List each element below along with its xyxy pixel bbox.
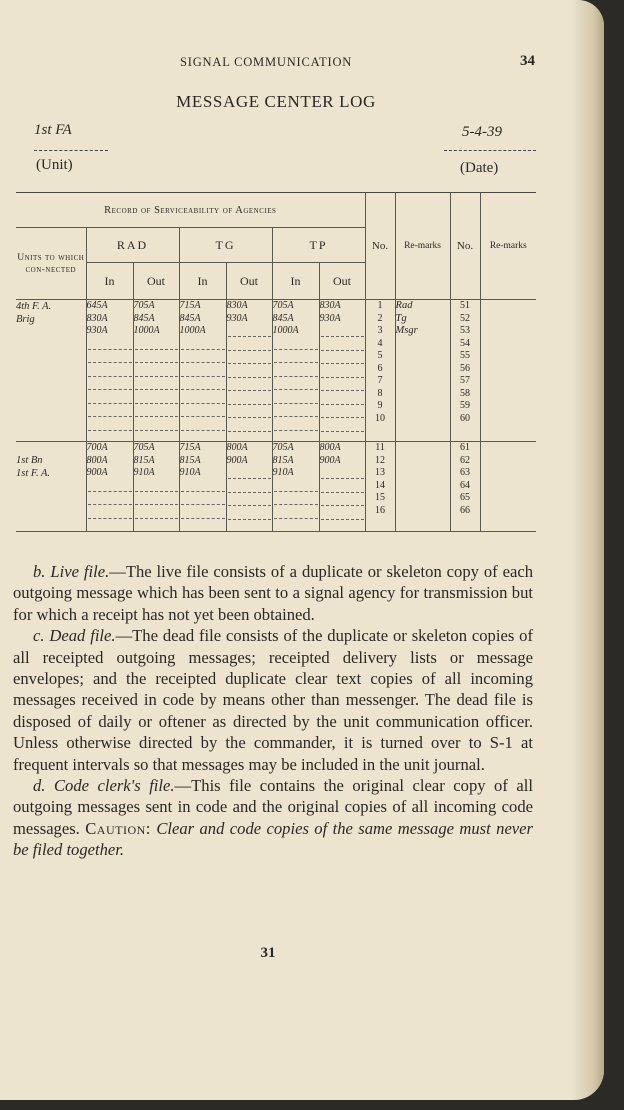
time-entry: 845A [179, 312, 201, 324]
blank-entry-line [135, 365, 178, 377]
running-head [0, 55, 604, 73]
number-entry: 57 [460, 375, 471, 386]
number-cell-a [365, 442, 395, 532]
time-cell-tp-in [272, 442, 319, 532]
sub-header-tp-in: In [272, 263, 319, 300]
time-cell-rad-out [133, 442, 179, 532]
blank-entry-line [274, 480, 318, 492]
blank-entry-line [228, 393, 271, 405]
time-entry: 830A [226, 300, 248, 311]
group-header-tg: TG [179, 228, 272, 263]
blank-entry-line [274, 507, 318, 519]
time-entry: 900A [86, 467, 108, 478]
blank-entry-line [135, 338, 178, 350]
blank-entry-line [228, 366, 271, 378]
units-header: Units to which con-nected [16, 228, 86, 300]
number-entry: 64 [460, 479, 471, 491]
remark-entry: Msgr [395, 325, 418, 336]
number-entry: 15 [375, 492, 386, 503]
blank-entry-line [88, 392, 132, 404]
blank-entry-line [321, 467, 364, 479]
number-entry: 13 [375, 467, 386, 478]
sub-header-tg-out: Out [226, 263, 272, 300]
number-entry: 51 [460, 300, 471, 311]
time-cell-tg-out [226, 300, 272, 442]
time-entry: 715A [179, 442, 201, 453]
blank-entry-line [181, 392, 225, 404]
number-entry: 58 [460, 387, 471, 399]
blank-entry-line [274, 338, 318, 350]
time-entry: 1000A [272, 325, 299, 336]
unit-line-text: Brig [16, 314, 35, 325]
time-entry: 815A [133, 454, 155, 466]
record-header: Record of Serviceability of Agencies [16, 193, 365, 228]
group-header-rad: RAD [86, 228, 179, 263]
paragraph-label: c. Dead file. [33, 626, 116, 646]
time-entry: 1000A [179, 325, 206, 336]
number-entry: 62 [460, 454, 471, 466]
sub-header-rad-in: In [86, 263, 133, 300]
number-entry: 11 [375, 442, 385, 453]
log-title: MESSAGE CENTER LOG [176, 92, 376, 111]
blank-entry-line [88, 338, 132, 350]
unit-cell [16, 300, 86, 442]
number-cell-b [450, 442, 480, 532]
blank-entry-line [228, 325, 271, 337]
unit-line-text: 1st Bn [16, 455, 43, 466]
paragraph-live-file [13, 561, 533, 625]
blank-entry-line [228, 339, 271, 351]
number-entry: 10 [375, 412, 386, 424]
blank-entry-line [321, 481, 364, 493]
blank-entry-line [274, 365, 318, 377]
blank-entry-line [135, 419, 178, 431]
blank-entry-line [228, 379, 271, 391]
time-entry: 830A [319, 300, 341, 311]
blank-entry-line [135, 392, 178, 404]
time-entry: 845A [272, 312, 294, 324]
number-entry: 7 [377, 375, 383, 386]
unit-cell [16, 442, 86, 532]
time-cell-rad-in [86, 300, 133, 442]
time-entry: 930A [226, 312, 248, 324]
time-entry: 930A [86, 325, 108, 336]
blank-entry-line [135, 507, 178, 519]
number-entry: 63 [460, 467, 471, 478]
time-cell-rad-in [86, 442, 133, 532]
date-caption: (Date) [460, 160, 499, 176]
blank-entry-line [88, 480, 132, 492]
number-entry: 54 [460, 337, 471, 349]
blank-entry-line [321, 366, 364, 378]
blank-entry-line [135, 493, 178, 505]
number-cell-b [450, 300, 480, 442]
remarks-cell-b [480, 442, 536, 532]
blank-entry-line [135, 405, 178, 417]
number-entry: 1 [377, 300, 383, 311]
time-entry: 1000A [133, 325, 160, 336]
number-entry: 52 [460, 312, 471, 324]
blank-entry-line [274, 378, 318, 390]
blank-entry-line [88, 507, 132, 519]
blank-entry-line [88, 419, 132, 431]
sub-header-tp-out: Out [319, 263, 365, 300]
blank-entry-line [181, 338, 225, 350]
remarks-header-b: Re-marks [480, 193, 536, 300]
number-entry: 4 [377, 337, 383, 349]
number-entry: 2 [377, 312, 383, 324]
time-entry: 800A [319, 442, 341, 453]
blank-entry-line [88, 365, 132, 377]
blank-entry-line [181, 351, 225, 363]
folio-page-number: 31 [260, 945, 276, 961]
blank-entry-line [228, 420, 271, 432]
time-cell-tg-in [179, 442, 226, 532]
number-entry: 55 [460, 350, 471, 361]
paragraph-text: —The dead file consists of the duplicate or skeleton copies of all receipted outgoing messages; receipted delivery lists or message envelopes; and the receipted duplicate clear text copies of all incoming messages received in code by means other than messenger. The dead file is disposed of daily or oftener as directed by the unit communication officer. Unless otherwise directed by the commander, it is turned over to S-1 at frequent intervals so that messages may be included in the unit journal. [13, 626, 533, 774]
time-entry: 815A [272, 454, 294, 466]
paragraph-label: d. Code clerk's file. [33, 776, 175, 796]
remarks-cell-a [395, 300, 450, 442]
number-entry: 8 [377, 387, 383, 399]
blank-entry-line [88, 378, 132, 390]
blank-entry-line [274, 392, 318, 404]
number-entry: 56 [460, 362, 471, 374]
unit-value: 1st FA [34, 122, 72, 138]
blank-entry-line [321, 508, 364, 520]
time-cell-tp-out [319, 300, 365, 442]
paragraph-dead-file [13, 625, 533, 775]
blank-entry-line [228, 406, 271, 418]
blank-entry-line [88, 493, 132, 505]
caution-label: Caution: [85, 818, 151, 838]
time-entry: 705A [272, 442, 294, 453]
blank-entry-line [88, 351, 132, 363]
time-entry: 930A [319, 312, 341, 324]
remarks-header-a: Re-marks [395, 193, 450, 300]
blank-entry-line [228, 467, 271, 479]
number-entry: 60 [460, 412, 471, 424]
time-entry: 845A [133, 312, 155, 324]
blank-entry-line [228, 508, 271, 520]
number-entry: 9 [377, 400, 383, 411]
number-entry: 61 [460, 442, 471, 453]
time-cell-rad-out [133, 300, 179, 442]
paragraph-code-clerk-file [13, 775, 533, 861]
group-header-tp: TP [272, 228, 365, 263]
number-entry: 53 [460, 325, 471, 336]
blank-entry-line [88, 405, 132, 417]
remark-entry: Tg [395, 312, 407, 324]
date-value: 5-4-39 [462, 124, 502, 140]
blank-entry-line [321, 339, 364, 351]
time-cell-tg-out [226, 442, 272, 532]
time-entry: 705A [272, 300, 294, 311]
blank-entry-line [181, 480, 225, 492]
blank-entry-line [274, 405, 318, 417]
time-entry: 700A [86, 442, 108, 453]
time-entry: 715A [179, 300, 201, 311]
paragraph-text: —This file contains the original clear copy of all outgoing messages sent in code and the original copies of all incoming code messages. [13, 776, 533, 838]
sub-header-tg-in: In [179, 263, 226, 300]
blank-entry-line [181, 365, 225, 377]
no-header-a: No. [365, 193, 395, 300]
number-entry: 6 [377, 362, 383, 374]
date-line [444, 150, 536, 151]
blank-entry-line [181, 378, 225, 390]
remarks-cell-a [395, 442, 450, 532]
number-entry: 66 [460, 504, 471, 516]
remark-entry: Rad [395, 300, 413, 311]
time-entry: 815A [179, 454, 201, 466]
blank-entry-line [228, 481, 271, 493]
time-entry: 705A [133, 300, 155, 311]
body-text [13, 561, 533, 861]
time-entry: 800A [226, 442, 248, 453]
caution-text: Clear and code copies of the same message must never be filed together. [13, 818, 533, 860]
unit-line-text: 4th F. A. [16, 301, 52, 312]
blank-entry-line [274, 493, 318, 505]
remarks-cell-b [480, 300, 536, 442]
unit-caption: (Unit) [36, 157, 73, 173]
sub-header-rad-out: Out [133, 263, 179, 300]
blank-entry-line [181, 405, 225, 417]
blank-entry-line [321, 393, 364, 405]
blank-entry-line [181, 419, 225, 431]
number-entry: 14 [375, 479, 386, 491]
blank-entry-line [321, 352, 364, 364]
time-entry: 900A [226, 454, 248, 466]
blank-entry-line [274, 351, 318, 363]
blank-entry-line [135, 480, 178, 492]
time-entry: 705A [133, 442, 155, 453]
running-head-page-number: 34 [520, 53, 535, 69]
blank-entry-line [135, 351, 178, 363]
blank-entry-line [321, 379, 364, 391]
blank-entry-line [321, 420, 364, 432]
blank-entry-line [321, 494, 364, 506]
time-cell-tp-in [272, 300, 319, 442]
blank-entry-line [321, 406, 364, 418]
no-header-b: No. [450, 193, 480, 300]
unit-line [34, 150, 108, 151]
number-cell-a [365, 300, 395, 442]
time-entry: 910A [179, 467, 201, 478]
paragraph-label: b. Live file. [33, 562, 110, 581]
number-entry: 3 [377, 325, 383, 336]
blank-entry-line [321, 325, 364, 337]
number-entry: 16 [375, 504, 386, 516]
time-cell-tp-out [319, 442, 365, 532]
blank-entry-line [274, 419, 318, 431]
time-entry: 910A [133, 467, 155, 478]
blank-entry-line [228, 352, 271, 364]
time-entry: 910A [272, 467, 294, 478]
blank-entry-line [181, 493, 225, 505]
time-cell-tg-in [179, 300, 226, 442]
blank-entry-line [228, 494, 271, 506]
number-entry: 59 [460, 400, 471, 411]
unit-line-text: 1st F. A. [16, 468, 51, 479]
number-entry: 5 [377, 350, 383, 361]
time-entry: 830A [86, 312, 108, 324]
blank-entry-line [181, 507, 225, 519]
number-entry: 65 [460, 492, 471, 503]
running-head-title: SIGNAL COMMUNICATION [180, 55, 353, 69]
time-entry: 645A [86, 300, 108, 311]
number-entry: 12 [375, 454, 386, 466]
time-entry: 800A [86, 454, 108, 466]
paragraph-text: —The live file consists of a duplicate or skeleton copy of each outgoing message which has been sent to a signal agency for transmission but for which a receipt has not yet been obtained. [13, 562, 534, 624]
blank-entry-line [135, 378, 178, 390]
message-center-log-table [16, 192, 536, 532]
time-entry: 900A [319, 454, 341, 466]
